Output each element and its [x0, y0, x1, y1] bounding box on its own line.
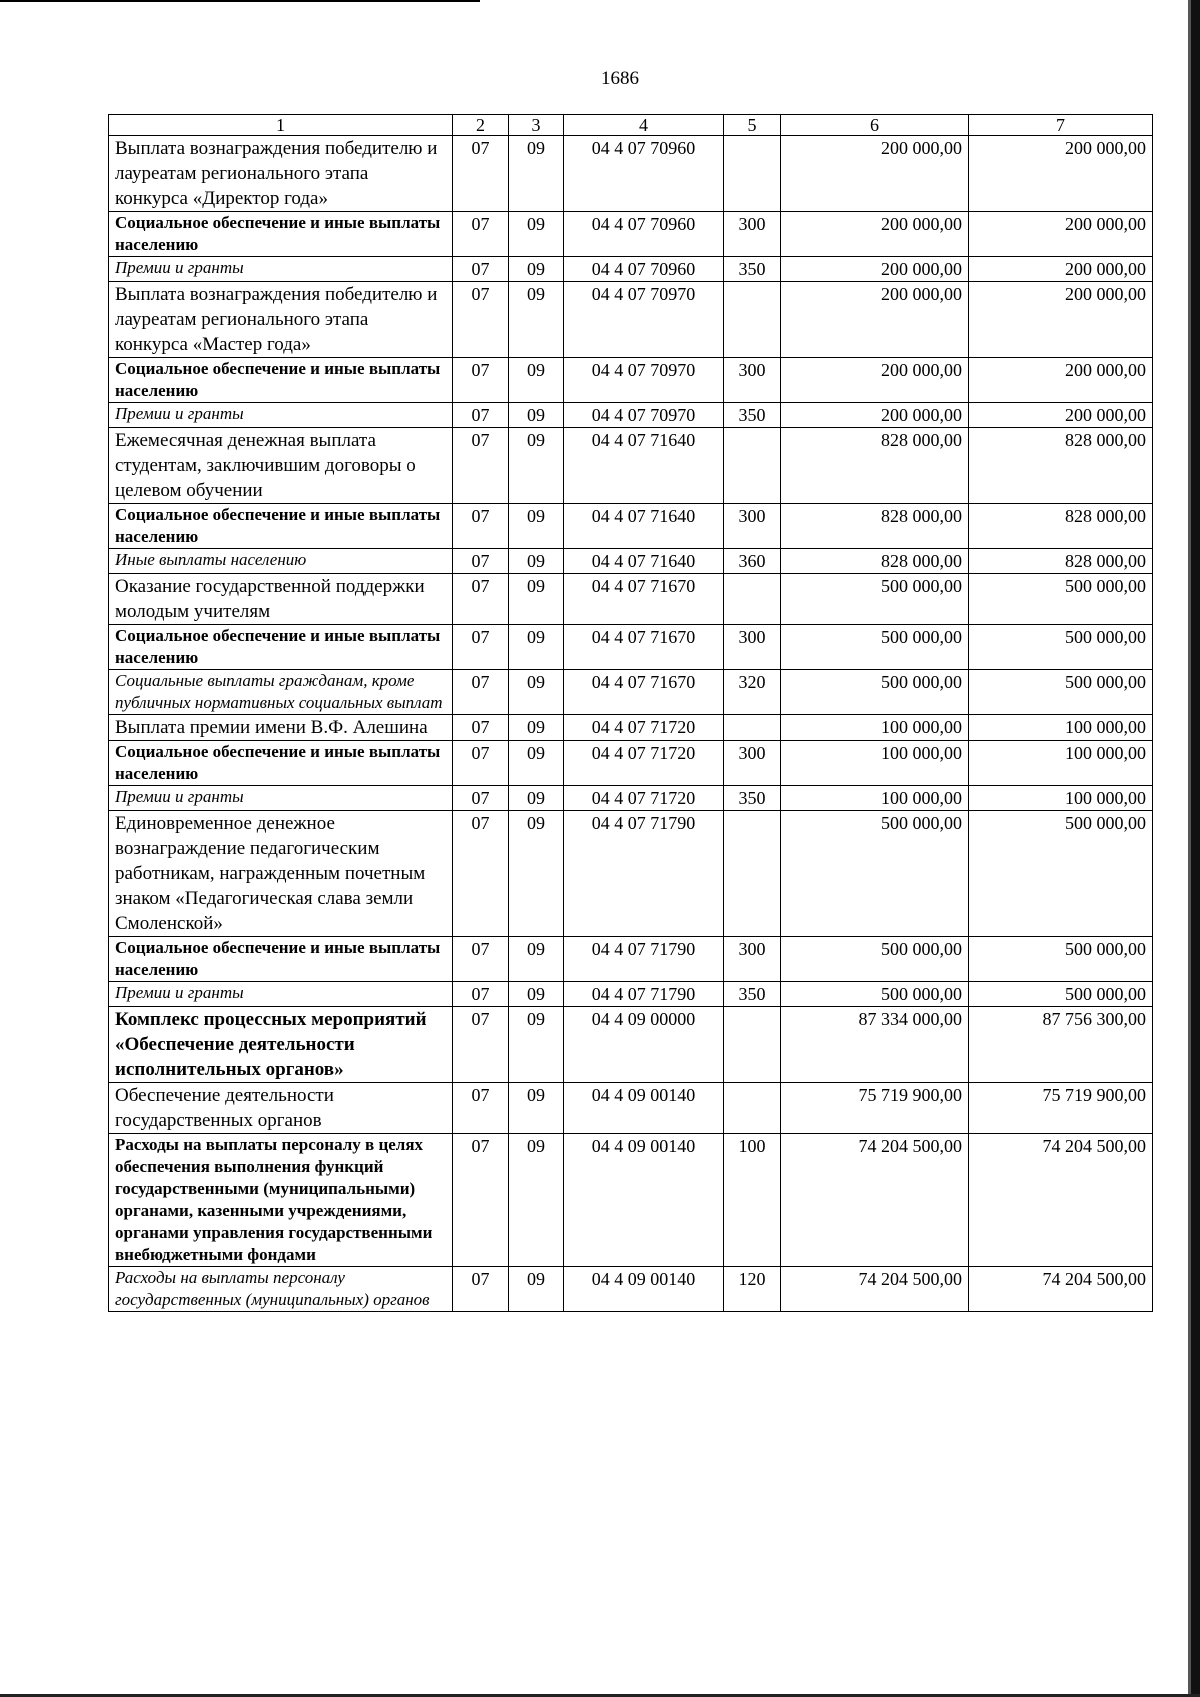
- table-row: [109, 937, 1153, 982]
- table-row: [109, 811, 1153, 937]
- table-row: [109, 504, 1153, 549]
- col-header-7: 7: [969, 115, 1153, 136]
- row-subsection: 09: [509, 937, 564, 982]
- row-section: 07: [453, 428, 509, 504]
- row-expense-type: 100: [724, 1134, 781, 1267]
- row-target-code: 04 4 07 71640: [564, 504, 724, 549]
- row-target-code: 04 4 07 70960: [564, 212, 724, 257]
- table-row: [109, 403, 1153, 428]
- row-subsection: 09: [509, 1134, 564, 1267]
- scan-edge-top: [0, 0, 480, 2]
- page-number: 1686: [601, 68, 639, 89]
- row-subsection: 09: [509, 282, 564, 358]
- row-section: 07: [453, 811, 509, 937]
- row-expense-type: [724, 811, 781, 937]
- table-row: [109, 428, 1153, 504]
- table-row: [109, 212, 1153, 257]
- row-expense-type: [724, 136, 781, 212]
- row-amount-year2: 200 000,00: [969, 403, 1153, 428]
- row-amount-year2: 200 000,00: [969, 257, 1153, 282]
- row-target-code: 04 4 07 71790: [564, 982, 724, 1007]
- row-target-code: 04 4 07 70970: [564, 358, 724, 403]
- row-name: Социальное обеспечение и иные выплаты населению: [109, 212, 453, 257]
- table-row: [109, 1007, 1153, 1083]
- row-amount-year1: 200 000,00: [781, 212, 969, 257]
- row-name: Обеспечение деятельности государственных органов: [109, 1083, 453, 1134]
- row-section: 07: [453, 670, 509, 715]
- row-target-code: 04 4 07 71670: [564, 574, 724, 625]
- col-header-6: 6: [781, 115, 969, 136]
- row-section: 07: [453, 786, 509, 811]
- row-amount-year1: 828 000,00: [781, 549, 969, 574]
- row-subsection: 09: [509, 428, 564, 504]
- row-target-code: 04 4 07 71790: [564, 937, 724, 982]
- row-amount-year1: 100 000,00: [781, 741, 969, 786]
- row-subsection: 09: [509, 358, 564, 403]
- row-section: 07: [453, 358, 509, 403]
- row-amount-year1: 500 000,00: [781, 982, 969, 1007]
- row-subsection: 09: [509, 403, 564, 428]
- row-expense-type: 300: [724, 212, 781, 257]
- row-expense-type: 350: [724, 403, 781, 428]
- table-row: [109, 715, 1153, 741]
- table-row: [109, 549, 1153, 574]
- col-header-2: 2: [453, 115, 509, 136]
- row-amount-year2: 100 000,00: [969, 786, 1153, 811]
- budget-table: [108, 114, 1153, 1312]
- table-row: [109, 1083, 1153, 1134]
- row-amount-year1: 100 000,00: [781, 786, 969, 811]
- row-section: 07: [453, 982, 509, 1007]
- row-expense-type: [724, 282, 781, 358]
- row-target-code: 04 4 07 71640: [564, 549, 724, 574]
- col-header-3: 3: [509, 115, 564, 136]
- row-name: Премии и гранты: [109, 403, 453, 428]
- row-amount-year1: 200 000,00: [781, 282, 969, 358]
- row-name: Иные выплаты населению: [109, 549, 453, 574]
- table-row: [109, 1267, 1153, 1312]
- row-subsection: 09: [509, 715, 564, 741]
- row-expense-type: 320: [724, 670, 781, 715]
- col-header-4: 4: [564, 115, 724, 136]
- row-target-code: 04 4 07 70960: [564, 257, 724, 282]
- row-amount-year2: 200 000,00: [969, 358, 1153, 403]
- row-name: Социальное обеспечение и иные выплаты населению: [109, 625, 453, 670]
- row-amount-year1: 200 000,00: [781, 358, 969, 403]
- row-subsection: 09: [509, 212, 564, 257]
- row-target-code: 04 4 09 00140: [564, 1267, 724, 1312]
- row-amount-year2: 100 000,00: [969, 715, 1153, 741]
- row-amount-year2: 74 204 500,00: [969, 1134, 1153, 1267]
- row-amount-year2: 500 000,00: [969, 670, 1153, 715]
- row-target-code: 04 4 07 71670: [564, 670, 724, 715]
- row-amount-year1: 74 204 500,00: [781, 1267, 969, 1312]
- row-amount-year2: 500 000,00: [969, 625, 1153, 670]
- table-row: [109, 786, 1153, 811]
- row-section: 07: [453, 1007, 509, 1083]
- table-row: [109, 257, 1153, 282]
- row-name: Премии и гранты: [109, 257, 453, 282]
- row-expense-type: 360: [724, 549, 781, 574]
- row-name: Социальное обеспечение и иные выплаты населению: [109, 504, 453, 549]
- row-amount-year1: 75 719 900,00: [781, 1083, 969, 1134]
- row-section: 07: [453, 549, 509, 574]
- table-body: [109, 136, 1153, 1312]
- row-amount-year2: 828 000,00: [969, 504, 1153, 549]
- row-expense-type: 300: [724, 504, 781, 549]
- table-row: [109, 136, 1153, 212]
- row-amount-year2: 200 000,00: [969, 282, 1153, 358]
- row-amount-year1: 200 000,00: [781, 257, 969, 282]
- row-subsection: 09: [509, 136, 564, 212]
- row-amount-year2: 500 000,00: [969, 982, 1153, 1007]
- row-section: 07: [453, 1083, 509, 1134]
- row-section: 07: [453, 625, 509, 670]
- row-name: Выплата премии имени В.Ф. Алешина: [109, 715, 453, 741]
- row-section: 07: [453, 1267, 509, 1312]
- row-name: Единовременное денежное вознаграждение педагогическим работникам, награжденным почетным знаком «Педагогическая слава земли Смоленской»: [109, 811, 453, 937]
- row-amount-year2: 500 000,00: [969, 811, 1153, 937]
- row-expense-type: 300: [724, 937, 781, 982]
- table-row: [109, 741, 1153, 786]
- row-target-code: 04 4 07 70970: [564, 282, 724, 358]
- row-target-code: 04 4 09 00140: [564, 1083, 724, 1134]
- table-row: [109, 1134, 1153, 1267]
- row-target-code: 04 4 07 71790: [564, 811, 724, 937]
- row-section: 07: [453, 282, 509, 358]
- row-subsection: 09: [509, 670, 564, 715]
- row-name: Расходы на выплаты персоналу государственных (муниципальных) органов: [109, 1267, 453, 1312]
- row-expense-type: 120: [724, 1267, 781, 1312]
- row-amount-year2: 74 204 500,00: [969, 1267, 1153, 1312]
- col-header-5: 5: [724, 115, 781, 136]
- row-expense-type: [724, 1083, 781, 1134]
- row-section: 07: [453, 574, 509, 625]
- row-section: 07: [453, 403, 509, 428]
- row-name: Социальное обеспечение и иные выплаты населению: [109, 741, 453, 786]
- col-header-1: 1: [109, 115, 453, 136]
- table-row: [109, 625, 1153, 670]
- row-amount-year2: 500 000,00: [969, 574, 1153, 625]
- row-section: 07: [453, 1134, 509, 1267]
- row-amount-year1: 828 000,00: [781, 504, 969, 549]
- row-amount-year2: 75 719 900,00: [969, 1083, 1153, 1134]
- row-amount-year1: 500 000,00: [781, 811, 969, 937]
- row-amount-year1: 500 000,00: [781, 574, 969, 625]
- table-row: [109, 282, 1153, 358]
- row-subsection: 09: [509, 257, 564, 282]
- row-subsection: 09: [509, 625, 564, 670]
- row-subsection: 09: [509, 1083, 564, 1134]
- row-subsection: 09: [509, 1267, 564, 1312]
- row-amount-year1: 200 000,00: [781, 136, 969, 212]
- row-expense-type: 300: [724, 358, 781, 403]
- row-name: Выплата вознаграждения победителю и лауреатам регионального этапа конкурса «Мастер года»: [109, 282, 453, 358]
- row-target-code: 04 4 07 70960: [564, 136, 724, 212]
- row-name: Оказание государственной поддержки молодым учителям: [109, 574, 453, 625]
- table-row: [109, 982, 1153, 1007]
- row-section: 07: [453, 504, 509, 549]
- row-amount-year2: 828 000,00: [969, 428, 1153, 504]
- row-amount-year1: 500 000,00: [781, 625, 969, 670]
- table-header-row: [109, 115, 1153, 136]
- row-expense-type: [724, 715, 781, 741]
- row-amount-year1: 74 204 500,00: [781, 1134, 969, 1267]
- row-section: 07: [453, 136, 509, 212]
- row-section: 07: [453, 937, 509, 982]
- row-section: 07: [453, 741, 509, 786]
- row-subsection: 09: [509, 741, 564, 786]
- row-name: Ежемесячная денежная выплата студентам, заключившим договоры о целевом обучении: [109, 428, 453, 504]
- row-section: 07: [453, 257, 509, 282]
- row-subsection: 09: [509, 982, 564, 1007]
- row-amount-year1: 100 000,00: [781, 715, 969, 741]
- row-subsection: 09: [509, 549, 564, 574]
- row-expense-type: 350: [724, 257, 781, 282]
- row-subsection: 09: [509, 1007, 564, 1083]
- row-amount-year2: 828 000,00: [969, 549, 1153, 574]
- row-name: Социальное обеспечение и иные выплаты населению: [109, 937, 453, 982]
- row-expense-type: 350: [724, 786, 781, 811]
- table-row: [109, 574, 1153, 625]
- row-amount-year1: 500 000,00: [781, 670, 969, 715]
- row-subsection: 09: [509, 786, 564, 811]
- row-target-code: 04 4 07 71670: [564, 625, 724, 670]
- row-expense-type: 350: [724, 982, 781, 1007]
- row-subsection: 09: [509, 574, 564, 625]
- row-target-code: 04 4 07 71720: [564, 741, 724, 786]
- table-row: [109, 358, 1153, 403]
- row-expense-type: 300: [724, 741, 781, 786]
- row-amount-year2: 500 000,00: [969, 937, 1153, 982]
- row-name: Премии и гранты: [109, 982, 453, 1007]
- row-target-code: 04 4 09 00140: [564, 1134, 724, 1267]
- row-amount-year1: 828 000,00: [781, 428, 969, 504]
- row-expense-type: 300: [724, 625, 781, 670]
- row-name: Социальное обеспечение и иные выплаты населению: [109, 358, 453, 403]
- row-expense-type: [724, 574, 781, 625]
- row-amount-year1: 500 000,00: [781, 937, 969, 982]
- row-target-code: 04 4 07 70970: [564, 403, 724, 428]
- row-target-code: 04 4 09 00000: [564, 1007, 724, 1083]
- row-section: 07: [453, 715, 509, 741]
- row-target-code: 04 4 07 71640: [564, 428, 724, 504]
- row-name: Расходы на выплаты персоналу в целях обеспечения выполнения функций государственными (муниципальными) органами, казенными учреждениями, органами управления государственными внебюджетными фондами: [109, 1134, 453, 1267]
- row-expense-type: [724, 428, 781, 504]
- table-row: [109, 670, 1153, 715]
- row-amount-year2: 200 000,00: [969, 212, 1153, 257]
- row-target-code: 04 4 07 71720: [564, 786, 724, 811]
- row-target-code: 04 4 07 71720: [564, 715, 724, 741]
- row-amount-year1: 87 334 000,00: [781, 1007, 969, 1083]
- row-subsection: 09: [509, 504, 564, 549]
- row-section: 07: [453, 212, 509, 257]
- row-name: Выплата вознаграждения победителю и лауреатам регионального этапа конкурса «Директор года»: [109, 136, 453, 212]
- row-name: Комплекс процессных мероприятий «Обеспечение деятельности исполнительных органов»: [109, 1007, 453, 1083]
- row-amount-year2: 87 756 300,00: [969, 1007, 1153, 1083]
- row-name: Социальные выплаты гражданам, кроме публичных нормативных социальных выплат: [109, 670, 453, 715]
- row-name: Премии и гранты: [109, 786, 453, 811]
- row-amount-year1: 200 000,00: [781, 403, 969, 428]
- row-amount-year2: 100 000,00: [969, 741, 1153, 786]
- row-subsection: 09: [509, 811, 564, 937]
- scan-edge-right: [1191, 0, 1200, 1697]
- row-expense-type: [724, 1007, 781, 1083]
- row-amount-year2: 200 000,00: [969, 136, 1153, 212]
